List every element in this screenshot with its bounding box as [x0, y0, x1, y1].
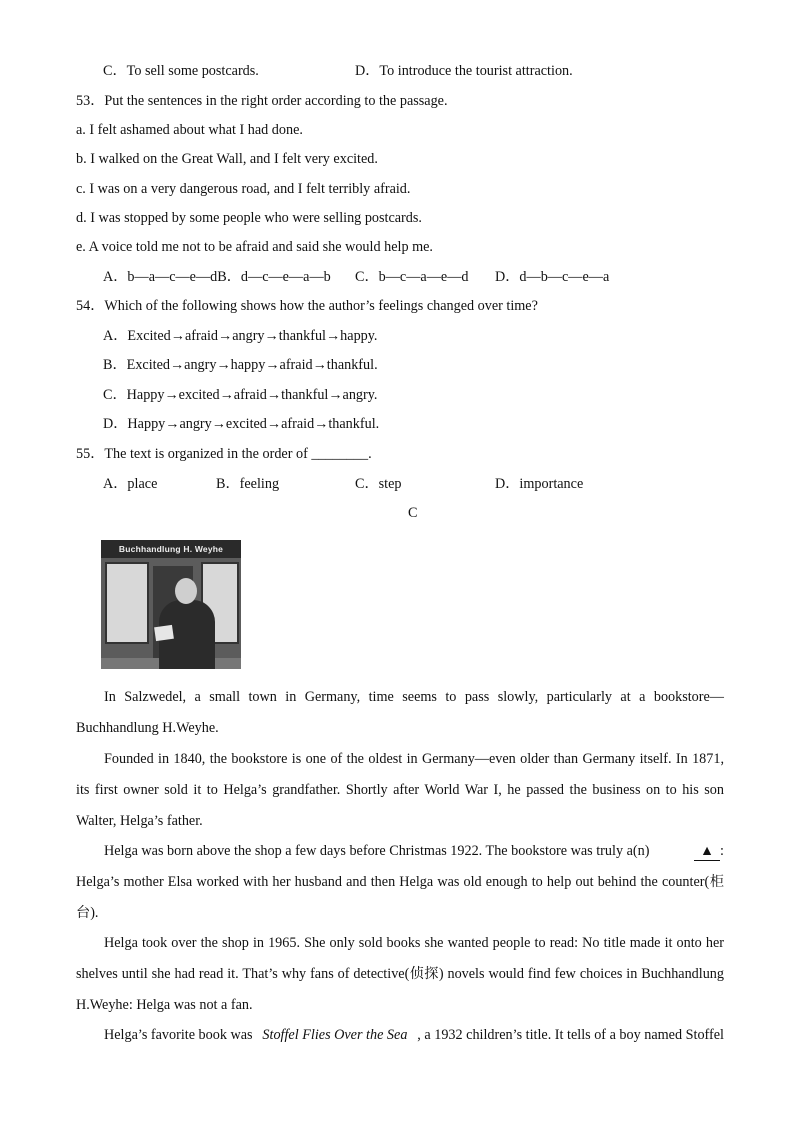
passage-p4-line2: shelves until she had read it. That’s why fans of detective(侦探) novels would find few choices in Buchhandlung — [76, 966, 724, 982]
q55-option-b: B．feeling — [216, 476, 280, 492]
section-label: C — [408, 505, 418, 521]
passage-p3-line1 — [104, 842, 724, 861]
passage-p5-line1 — [104, 1026, 724, 1044]
q53-stem: 53．Put the sentences in the right order according to the passage. — [76, 93, 448, 109]
q54-option-a: A．Excited→afraid→angry→thankful→happy. — [103, 328, 378, 344]
q53-sentence-b: b. I walked on the Great Wall, and I felt very excited. — [76, 151, 378, 167]
q55-stem: 55．The text is organized in the order of ________. — [76, 446, 372, 462]
q53-option-d: D．d—b—c—e—a — [495, 269, 610, 285]
q52-option-c: C．To sell some postcards. — [103, 63, 259, 79]
q55-option-d: D．importance — [495, 476, 584, 492]
passage-p1-line1: In Salzwedel, a small town in Germany, time seems to pass slowly, particularly at a bookstore— — [104, 689, 724, 705]
shop-sign: Buchhandlung H. Weyhe — [101, 540, 241, 558]
q53-sentence-a: a. I felt ashamed about what I had done. — [76, 122, 303, 138]
bookstore-photo — [101, 540, 241, 669]
q52-option-d: D．To introduce the tourist attraction. — [355, 63, 573, 79]
q55-option-a: A．place — [103, 476, 158, 492]
q53-sentence-c: c. I was on a very dangerous road, and I felt terribly afraid. — [76, 181, 411, 197]
q54-stem: 54．Which of the following shows how the author’s feelings changed over time? — [76, 298, 538, 314]
q53-option-ab: A．b—a—c—e—dB．d—c—e—a—b — [103, 269, 331, 285]
passage-p3-line1-end: ▲ : — [694, 842, 724, 861]
passage-p2-line1: Founded in 1840, the bookstore is one of the oldest in Germany—even older than Germany itself. In 1871, — [104, 751, 724, 767]
answer-blank: ▲ — [694, 842, 720, 861]
passage-p5-text-b: , a 1932 children’s title. It tells of a boy named Stoffel — [417, 1027, 724, 1043]
q54-option-c: C．Happy→excited→afraid→thankful→angry. — [103, 387, 378, 403]
q53-sentence-d: d. I was stopped by some people who were selling postcards. — [76, 210, 422, 226]
book-title: Stoffel Flies Over the Sea — [262, 1027, 408, 1043]
woman-head — [175, 578, 197, 604]
q54-option-d: D．Happy→angry→excited→afraid→thankful. — [103, 416, 380, 432]
q53-option-c: C．b—c—a—e—d — [355, 269, 469, 285]
passage-p3-line1-text: Helga was born above the shop a few days before Christmas 1922. The bookstore was truly a(n) — [104, 843, 650, 859]
passage-p4-line3: H.Weyhe: Helga was not a fan. — [76, 997, 253, 1013]
q55-option-c: C．step — [355, 476, 402, 492]
passage-p3-line2: Helga’s mother Elsa worked with her husband and then Helga was old enough to help out behind the counter(柜 — [76, 874, 724, 890]
passage-p2-line2: its first owner sold it to Helga’s grandfather. Shortly after World War I, he passed the business on to his son — [76, 782, 724, 798]
passage-p1-line2: Buchhandlung H.Weyhe. — [76, 720, 219, 736]
passage-p5-text-a: Helga’s favorite book was — [104, 1027, 253, 1043]
book-in-hand — [154, 625, 174, 641]
q53-sentence-e: e. A voice told me not to be afraid and said she would help me. — [76, 239, 433, 255]
passage-p2-line3: Walter, Helga’s father. — [76, 813, 203, 829]
passage-p4-line1: Helga took over the shop in 1965. She only sold books she wanted people to read: No title made it onto her — [104, 935, 724, 951]
passage-p3-line3: 台). — [76, 905, 99, 921]
shop-window-left — [105, 562, 149, 644]
q54-option-b: B．Excited→angry→happy→afraid→thankful. — [103, 357, 378, 373]
